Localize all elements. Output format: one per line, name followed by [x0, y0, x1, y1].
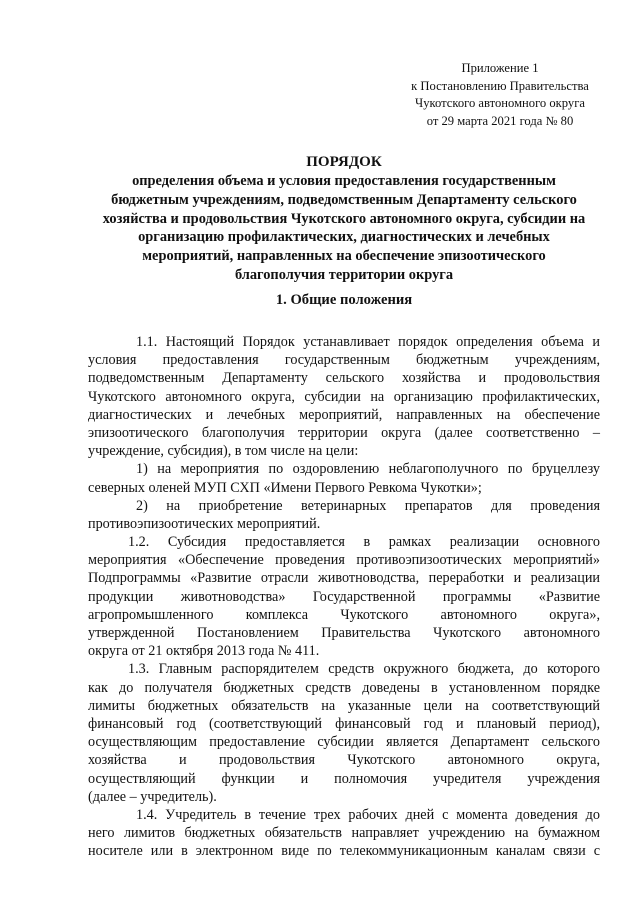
text-line: эпизоотического благополучия территории округа (далее соответственно –: [88, 424, 600, 441]
title-line: организацию профилактических, диагностических и лечебных: [138, 229, 550, 246]
title-line: бюджетным учреждениям, подведомственным Департаменту сельского: [111, 191, 577, 208]
section-heading: 1. Общие положения: [275, 292, 413, 308]
text-line: Подпрограммы «Развитие отрасли животноводства, переработки и реализации: [88, 570, 600, 587]
title-main: ПОРЯДОК: [306, 154, 382, 170]
text-line: округа от 21 октября 2013 года № 411.: [88, 643, 320, 660]
text-line: 2) на приобретение ветеринарных препаратов для проведения: [136, 497, 600, 514]
appendix-line: Приложение 1: [461, 61, 539, 75]
text-line: учреждение, субсидия), в том числе на цели:: [88, 443, 359, 460]
text-line: утвержденной Постановлением Правительства Чукотского автономного: [88, 625, 600, 641]
text-line: осуществляющий функции и полномочия учредителя учреждения: [88, 770, 600, 787]
appendix-line: Чукотского автономного округа: [415, 96, 585, 110]
title-line: определения объема и условия предоставления государственным: [132, 173, 556, 189]
body-text: [88, 333, 600, 860]
text-line: носителе или в электронном виде по телекоммуникационным каналам связи с: [88, 843, 600, 860]
text-line: Чукотского автономного округа, субсидии на организацию профилактических,: [88, 388, 600, 405]
appendix-line: к Постановлению Правительства: [411, 78, 589, 93]
text-line: диагностических и лечебных мероприятий, направленных на обеспечение: [88, 406, 600, 423]
text-line: него лимитов бюджетных обязательств направляет учреждению на бумажном: [88, 825, 600, 842]
text-line: (далее – учредитель).: [88, 788, 217, 805]
document-title: [88, 153, 600, 285]
text-line: 1.3. Главным распорядителем средств окружного бюджета, до которого: [128, 661, 600, 678]
text-line: северных оленей МУП СХП «Имени Первого Ревкома Чукотки»;: [88, 479, 482, 496]
text-line: мероприятия «Обеспечение проведения противоэпизоотических мероприятий»: [88, 552, 600, 569]
text-line: хозяйства и продовольствия Чукотского автономного округа,: [88, 752, 600, 769]
appendix-reference: [380, 60, 620, 130]
text-line: как до получателя бюджетных средств доведены в установленном порядке: [88, 679, 600, 696]
text-line: осуществляющим предоставление субсидии является Департамент сельского: [88, 734, 600, 751]
text-line: 1.4. Учредитель в течение трех рабочих дней с момента доведения до: [136, 806, 600, 823]
title-line: благополучия территории округа: [234, 266, 454, 283]
text-line: подведомственным Департаменту сельского хозяйства и продовольствия: [88, 370, 600, 387]
appendix-line: от 29 марта 2021 года № 80: [426, 113, 574, 128]
text-line: продукции животноводства» Государственной программы «Развитие: [88, 588, 600, 605]
text-line: лимиты бюджетных обязательств на указанные цели на соответствующий: [88, 697, 600, 714]
text-line: 1.2. Субсидия предоставляется в рамках реализации основного: [128, 534, 600, 551]
text-line: финансовый год (соответствующий финансовый год и плановый период),: [88, 715, 600, 732]
title-line: хозяйства и продовольствия Чукотского автономного округа, субсидии на: [102, 210, 586, 227]
text-line: агропромышленного комплекса Чукотского автономного округа»,: [88, 606, 600, 623]
text-line: 1) на мероприятия по оздоровлению неблагополучного по бруцеллезу: [136, 461, 600, 478]
text-line: условия предоставления государственным бюджетным учреждениям,: [88, 352, 600, 369]
text-line: противоэпизоотических мероприятий.: [88, 515, 321, 532]
title-line: мероприятий, направленных на обеспечение эпизоотического: [142, 248, 546, 265]
text-line: 1.1. Настоящий Порядок устанавливает порядок определения объема и: [136, 334, 600, 350]
